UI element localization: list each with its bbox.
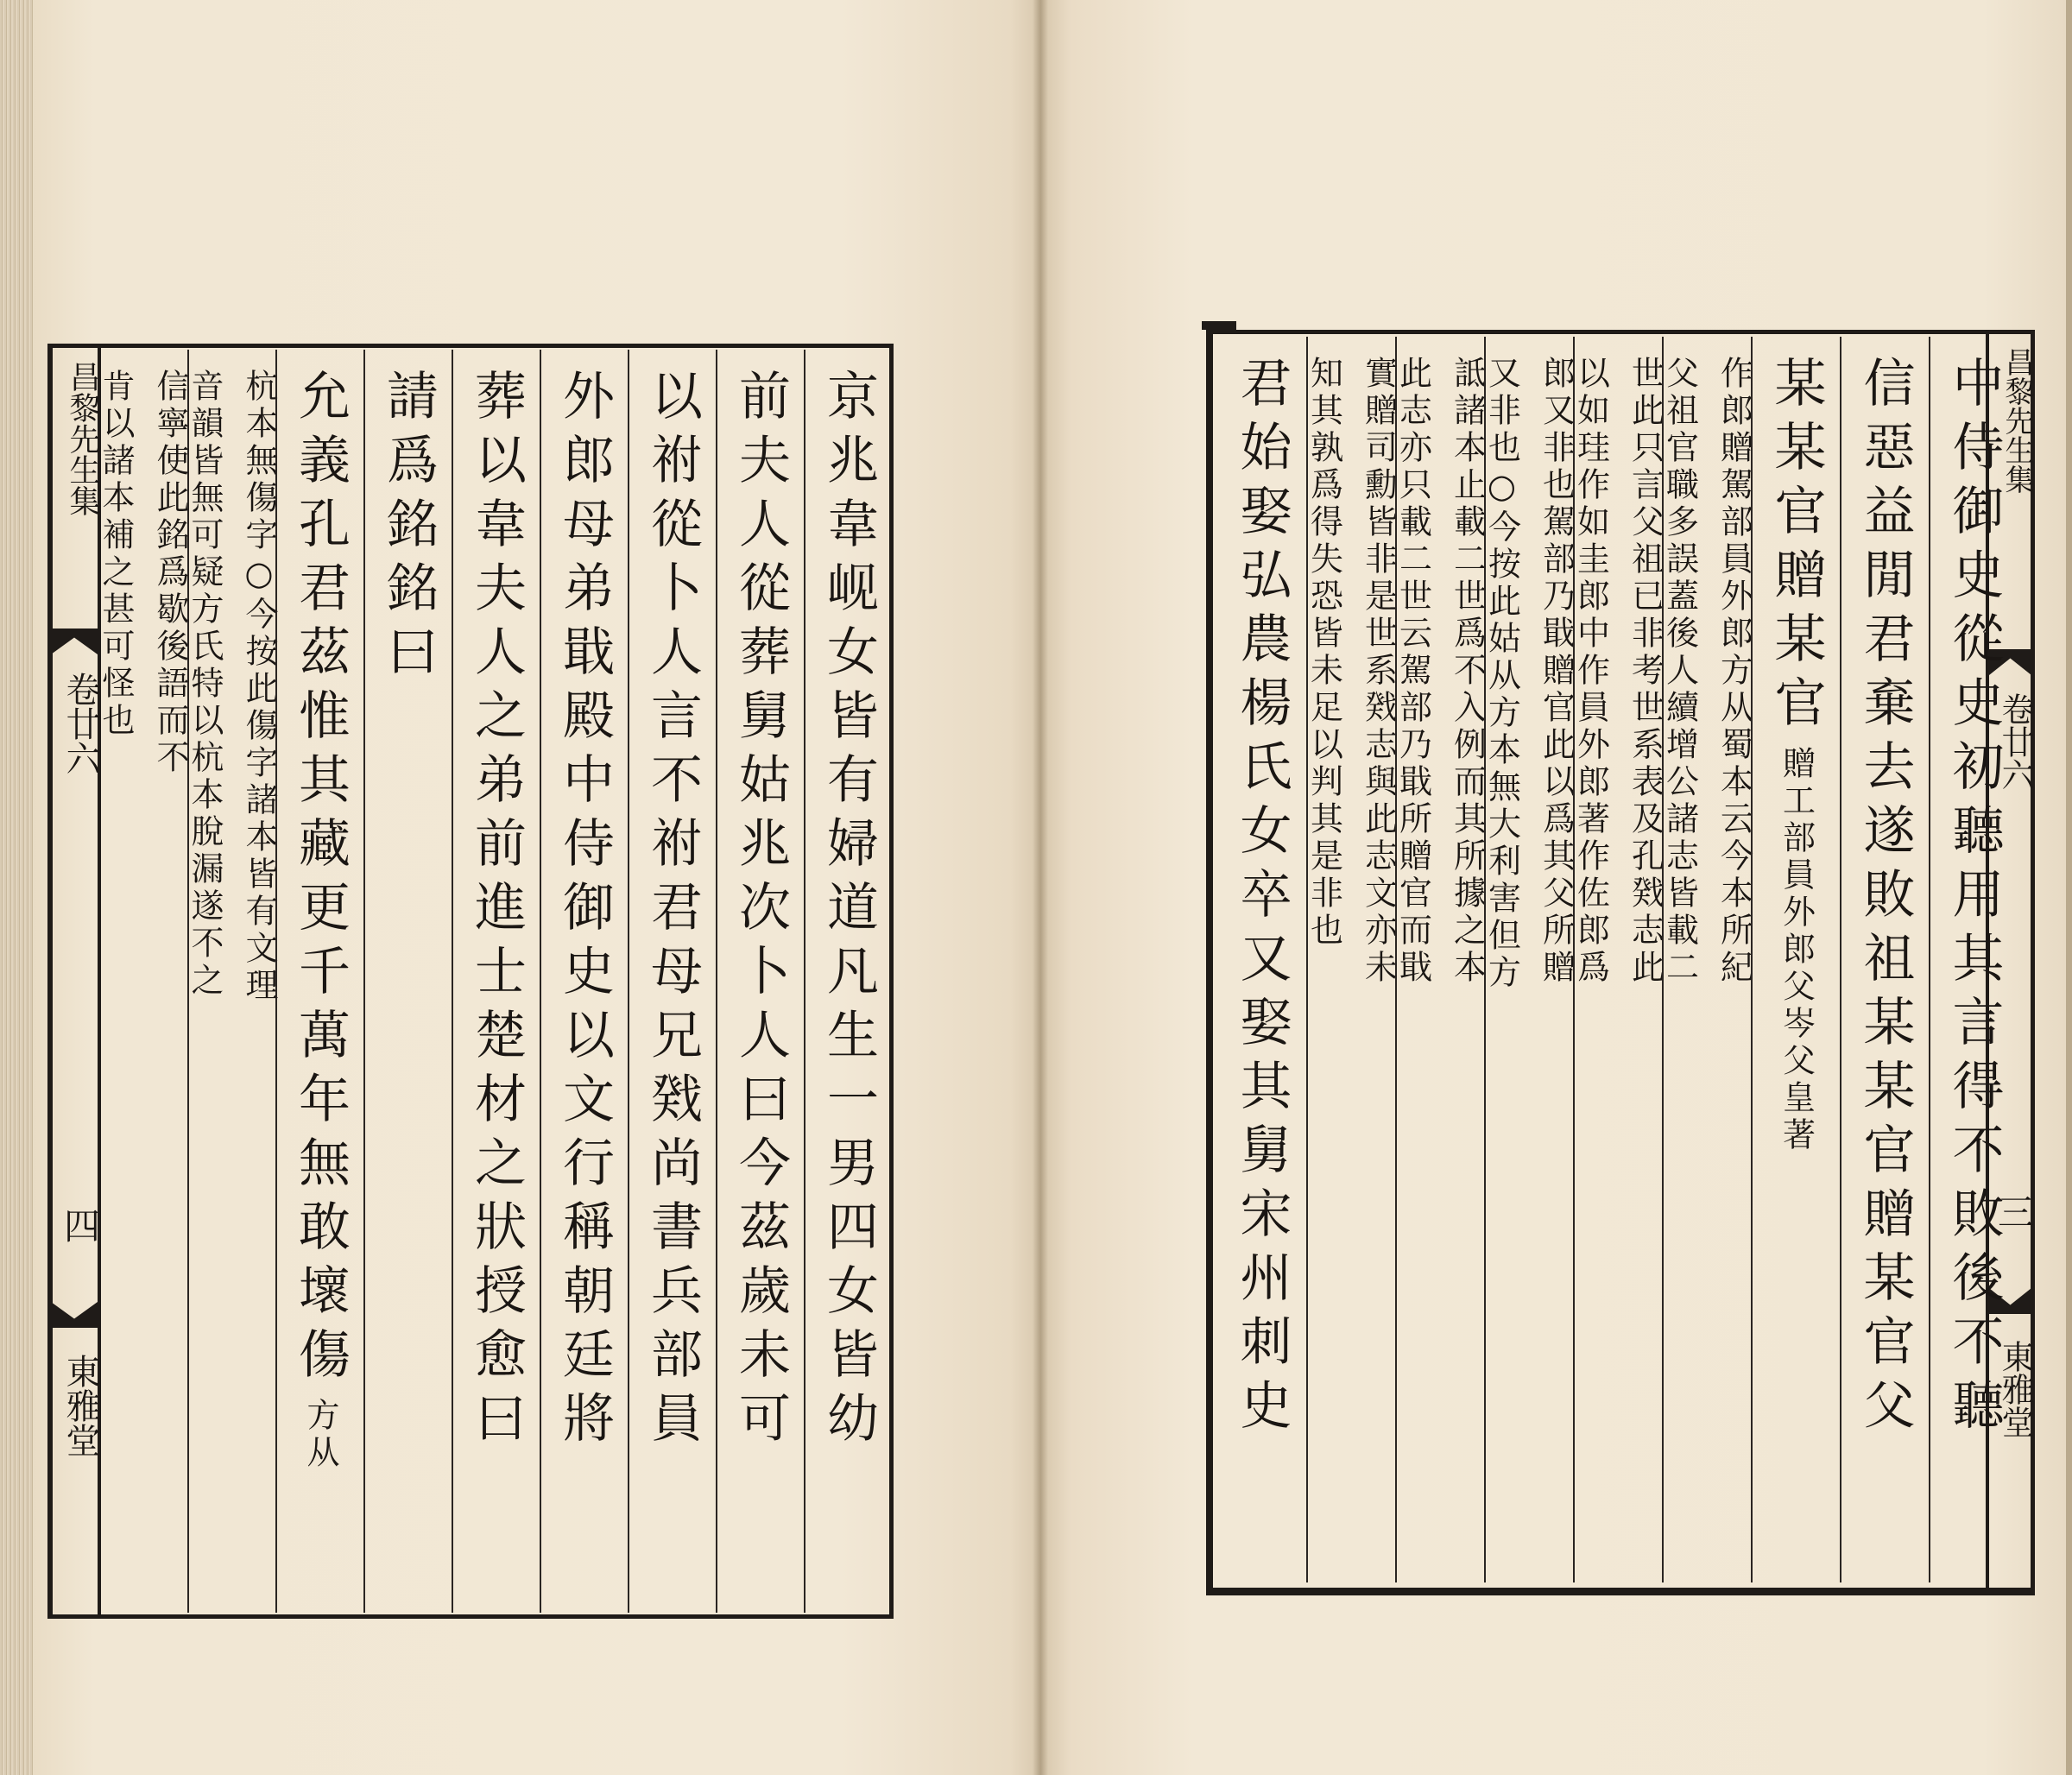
- banxin-publisher: 東雅堂: [1996, 1340, 2034, 1438]
- banxin-volume: 卷廿六: [60, 672, 100, 775]
- text-column: [1482, 337, 1576, 1582]
- main-text: 中侍御史從史初聽用其言得不敗後不聽: [1943, 356, 2005, 1442]
- commentary-note: 方从: [301, 1398, 339, 1472]
- right-edge: [2066, 0, 2072, 1775]
- commentary-right-line: 實贈司勳皆非是世系戣志與此志文亦未: [1359, 356, 1398, 987]
- commentary-left-line: 父祖官職多誤蓋後人續增公諸志皆載二: [1660, 356, 1699, 987]
- banxin-publisher: 東雅堂: [60, 1354, 100, 1457]
- commentary-note: 贈工部員外郎父岑父皇著: [1777, 746, 1816, 1154]
- book-gutter: [1033, 0, 1048, 1775]
- main-text: 京兆韋岘女皆有婦道凡生一男四女皆幼: [818, 369, 879, 1455]
- commentary-left-line: 音韻皆無可疑方氏特以杭本脫漏遂不之: [186, 369, 224, 1000]
- main-text: 葬以韋夫人之弟前進士楚材之狀授愈曰: [466, 369, 527, 1455]
- commentary-double-line: [99, 369, 187, 777]
- commentary-left-line: 此志亦只載二世云駕部乃戢所贈官而戢: [1393, 356, 1432, 987]
- main-text: 信惡益閒君棄去遂敗祖某某官贈某官父: [1854, 356, 1916, 1442]
- main-text: 請爲銘銘曰: [378, 369, 439, 688]
- commentary-left-line: 知其孰爲得失恐皆未足以判其是非也: [1304, 356, 1343, 950]
- text-column: [99, 350, 187, 1613]
- commentary-double-line: [1482, 356, 1576, 992]
- text-column: [628, 350, 716, 1613]
- commentary-left-line: 又非也○今按此姑从方本無大利害但方: [1482, 356, 1521, 992]
- commentary-right-line: 作郎贈駕部員外郎方从蜀本云今本所紀: [1715, 356, 1753, 987]
- text-column: [804, 350, 892, 1613]
- right-text-columns: [1217, 337, 2018, 1582]
- text-column: [540, 350, 628, 1613]
- main-text: 以祔從卜人言不祔君母兄戣尚書兵部員: [642, 369, 703, 1455]
- commentary-right-line: 郎又非也駕部乃戢贈官此以爲其父所贈: [1537, 356, 1576, 987]
- fishtail-mark: [51, 629, 98, 654]
- main-text: 君始娶弘農楊氏女卒又娶其舅宋州刺史: [1231, 356, 1292, 1442]
- commentary-double-line: [1304, 356, 1398, 987]
- text-column: [452, 350, 540, 1613]
- commentary-double-line: [186, 369, 278, 1005]
- main-text: 某某官贈某官: [1766, 356, 1827, 739]
- left-text-columns: [99, 350, 892, 1613]
- commentary-double-line: [1571, 356, 1665, 987]
- commentary-right-line: 信寧使此銘爲歇後語而不: [151, 369, 189, 777]
- text-column: [1840, 337, 1929, 1582]
- page-stack-edge: [0, 0, 33, 1775]
- main-text: 外郎母弟戢殿中侍御史以文行稱朝廷將: [554, 369, 615, 1455]
- text-column: [1751, 337, 1840, 1582]
- banxin-leaf-number: 三: [1993, 1193, 2035, 1229]
- commentary-right-line: 詆諸本止載二世爲不入例而其所據之本: [1448, 356, 1487, 987]
- text-column: [1304, 337, 1398, 1582]
- main-text: 前夫人從葬舅姑兆次卜人曰今茲歲未可: [730, 369, 791, 1455]
- commentary-right-line: 杭本無傷字○今按此傷字諸本皆有文理: [240, 369, 278, 1005]
- text-column: [363, 350, 452, 1613]
- text-column: [1217, 337, 1306, 1582]
- text-column: [716, 350, 804, 1613]
- commentary-left-line: 以如珪作如圭郎中作員外郎著作佐郎爲: [1571, 356, 1610, 987]
- text-column: [1662, 337, 1751, 1582]
- commentary-left-line: 肯以諸本補之甚可怪也: [97, 369, 135, 740]
- commentary-double-line: [1393, 356, 1487, 987]
- banxin-title: 昌黎先生集: [65, 361, 100, 516]
- commentary-right-line: 世此只言父祖已非考世系表及孔戣志此: [1626, 356, 1665, 987]
- text-column: [275, 350, 363, 1613]
- text-column: [186, 350, 278, 1613]
- main-text: 允義孔君茲惟其藏更千萬年無敢壞傷: [290, 369, 351, 1391]
- ink-mark: [1202, 321, 1236, 330]
- banxin-leaf-number: 四: [59, 1207, 101, 1243]
- text-column: [1393, 337, 1487, 1582]
- commentary-double-line: [1660, 356, 1753, 987]
- text-column: [1571, 337, 1665, 1582]
- banxin-title: 昌黎先生集: [1999, 347, 2034, 494]
- text-column: [1929, 337, 2018, 1582]
- fishtail-mark-lower: [51, 1302, 98, 1328]
- banxin-volume: 卷廿六: [1996, 692, 2034, 791]
